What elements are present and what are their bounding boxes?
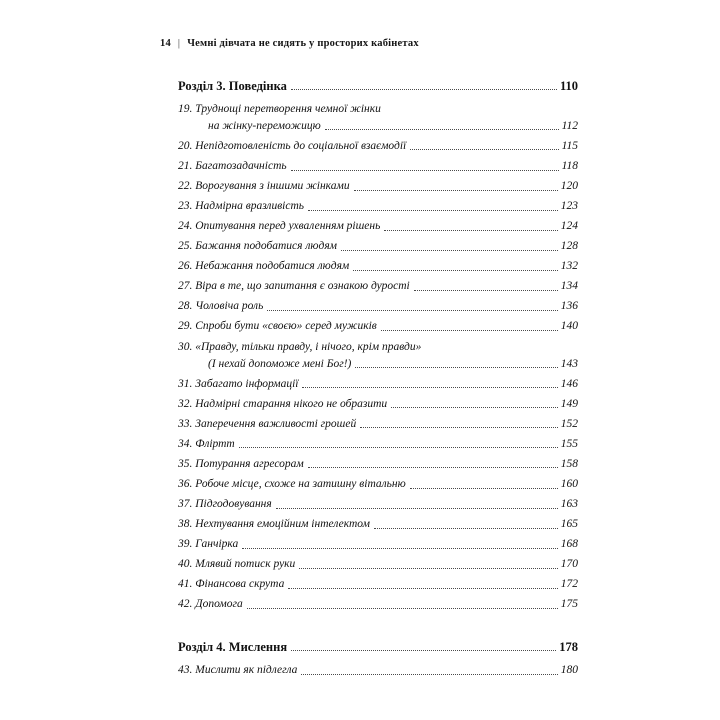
toc-entry-label: 37. Підгодовування	[178, 498, 272, 510]
toc-leader-dots	[308, 467, 558, 468]
toc-entry[interactable]	[178, 378, 578, 392]
toc-entry[interactable]	[178, 160, 578, 174]
toc-entry-label: Розділ 4. Мислення	[178, 640, 288, 655]
toc-section-gap	[178, 618, 578, 640]
toc-entry[interactable]	[178, 220, 578, 234]
toc-entry-label: 27. Віра в те, що запитання є ознакою дурості	[178, 280, 410, 293]
toc-entry-page-number: 118	[561, 159, 578, 172]
page-folio: 14	[160, 38, 171, 49]
toc-leader-dots	[291, 170, 559, 171]
toc-entry-page-number: 124	[560, 220, 578, 233]
toc-entry[interactable]	[178, 458, 578, 472]
toc-entry[interactable]	[178, 200, 578, 214]
toc-leader-dots	[308, 210, 558, 211]
toc-entry-label: 39. Ганчірка	[178, 538, 239, 551]
toc-entry[interactable]	[178, 664, 578, 678]
toc-entry-page-number: 140	[560, 320, 578, 333]
toc-entry[interactable]	[178, 558, 578, 572]
running-head-separator: |	[177, 38, 181, 49]
toc-entry-page-number: 168	[560, 538, 578, 551]
toc-entry[interactable]	[178, 240, 578, 254]
toc-leader-dots	[381, 330, 558, 331]
toc-entry-page-number: 155	[560, 437, 578, 450]
toc-leader-dots	[360, 427, 558, 428]
toc-entry[interactable]	[178, 140, 578, 154]
toc-entry-page-number: 128	[560, 240, 578, 253]
toc-entry[interactable]	[178, 320, 578, 334]
running-head-title: Чемні дівчата не сидять у просторих кабінетах	[187, 38, 419, 49]
toc-leader-dots	[325, 129, 559, 130]
toc-entry-page-number: 136	[560, 300, 578, 313]
toc-entry-continuation[interactable]	[178, 120, 578, 134]
toc-entry-page-number: 143	[560, 357, 578, 370]
toc-entry-label: 20. Непідготовленість до соціальної взаємодії	[178, 139, 407, 152]
toc-chapter-entry[interactable]	[178, 79, 578, 94]
toc-entry-page-number: 172	[560, 578, 578, 591]
toc-entry-page-number: 132	[560, 260, 578, 273]
toc-entry-page-number: 149	[560, 397, 578, 410]
toc-entry-label: 22. Ворогування з іншими жінками	[178, 180, 350, 192]
toc-entry[interactable]	[178, 280, 578, 294]
toc-chapter-entry[interactable]	[178, 640, 578, 655]
toc-leader-dots	[384, 230, 557, 231]
toc-entry-label: 38. Нехтування емоційним інтелектом	[178, 518, 370, 531]
toc-leader-dots	[291, 89, 557, 90]
toc-entry[interactable]	[178, 260, 578, 274]
toc-entry-page-number: 175	[560, 598, 578, 611]
toc-leader-dots	[242, 548, 558, 549]
table-of-contents	[178, 79, 578, 678]
toc-entry-page-number: 134	[560, 280, 578, 293]
toc-leader-dots	[267, 310, 557, 311]
toc-entry-continuation-label: на жінку-переможицю	[208, 119, 321, 132]
toc-entry-page-number: 178	[559, 640, 578, 655]
toc-entry[interactable]	[178, 300, 578, 314]
toc-entry-page-number: 165	[560, 518, 578, 531]
toc-entry-label: 31. Забагато інформації	[178, 377, 299, 390]
toc-entry[interactable]	[178, 438, 578, 452]
toc-entry-page-number: 158	[560, 457, 578, 470]
toc-entry[interactable]	[178, 103, 578, 117]
toc-leader-dots	[302, 387, 557, 388]
toc-entry-page-number: 123	[560, 200, 578, 213]
toc-leader-dots	[291, 650, 556, 651]
toc-entry-page-number: 180	[560, 664, 578, 677]
toc-entry-page-number: 163	[560, 498, 578, 510]
toc-entry-label: 30. «Правду, тільки правду, і нічого, крім правди»	[178, 340, 422, 353]
toc-entry-label: 34. Фліртт	[178, 437, 235, 450]
toc-leader-dots	[414, 290, 558, 291]
toc-leader-dots	[374, 528, 558, 529]
toc-entry-label: 21. Багатозадачність	[178, 159, 287, 172]
toc-entry[interactable]	[178, 478, 578, 492]
toc-leader-dots	[341, 250, 558, 251]
toc-entry[interactable]	[178, 341, 578, 355]
toc-leader-dots	[299, 568, 557, 569]
toc-entry-label: 25. Бажання подобатися людям	[178, 240, 338, 253]
toc-entry[interactable]	[178, 578, 578, 592]
toc-entry-label: 41. Фінансова скрута	[178, 578, 285, 591]
toc-entry-page-number: 115	[561, 139, 578, 152]
toc-entry-page-number: 120	[560, 180, 578, 192]
toc-entry-page-number: 146	[560, 377, 578, 390]
toc-leader-dots	[276, 508, 558, 509]
toc-entry-label: 42. Допомога	[178, 598, 243, 611]
toc-entry-label: 33. Заперечення важливості грошей	[178, 417, 357, 430]
toc-entry-label: 35. Потурання агресорам	[178, 457, 304, 470]
toc-entry[interactable]	[178, 598, 578, 612]
toc-leader-dots	[288, 588, 557, 589]
toc-entry-continuation[interactable]	[178, 358, 578, 372]
toc-leader-dots	[353, 270, 557, 271]
toc-leader-dots	[354, 190, 558, 191]
toc-entry-label: 29. Спроби бути «своєю» серед мужиків	[178, 320, 377, 333]
toc-entry-page-number: 112	[561, 119, 578, 132]
toc-entry-continuation-label: (І нехай допоможе мені Бог!)	[208, 357, 352, 370]
toc-leader-dots	[355, 367, 557, 368]
toc-entry[interactable]	[178, 538, 578, 552]
toc-entry-page-number: 152	[560, 417, 578, 430]
toc-leader-dots	[410, 149, 558, 150]
toc-leader-dots	[391, 407, 558, 408]
toc-entry-label: 40. Млявий потиск руки	[178, 558, 296, 571]
toc-entry-label: 19. Труднощі перетворення чемної жінки	[178, 102, 381, 115]
toc-entry-label: 24. Опитування перед ухваленням рішень	[178, 220, 381, 233]
toc-leader-dots	[247, 608, 558, 609]
toc-entry-label: 36. Робоче місце, схоже на затишну вітальню	[178, 477, 406, 490]
toc-entry-label: 43. Мислити як підлегла	[178, 664, 298, 677]
toc-entry-page-number: 110	[559, 79, 578, 93]
toc-leader-dots	[410, 488, 558, 489]
toc-leader-dots	[239, 447, 558, 448]
toc-entry[interactable]	[178, 398, 578, 412]
toc-entry-label: Розділ 3. Поведінка	[178, 79, 287, 93]
toc-entry[interactable]	[178, 180, 578, 194]
running-head	[160, 38, 660, 49]
toc-entry-label: 23. Надмірна вразливість	[178, 200, 305, 213]
toc-entry-label: 32. Надмірні старання нікого не образити	[178, 397, 388, 410]
toc-leader-dots	[301, 674, 557, 675]
toc-entry-label: 26. Небажання подобатися людям	[178, 260, 350, 273]
toc-entry[interactable]	[178, 498, 578, 512]
toc-entry-page-number: 170	[560, 558, 578, 571]
toc-entry[interactable]	[178, 418, 578, 432]
toc-entry-label: 28. Чоловіча роль	[178, 300, 264, 313]
toc-entry-page-number: 160	[560, 477, 578, 490]
toc-entry[interactable]	[178, 518, 578, 532]
